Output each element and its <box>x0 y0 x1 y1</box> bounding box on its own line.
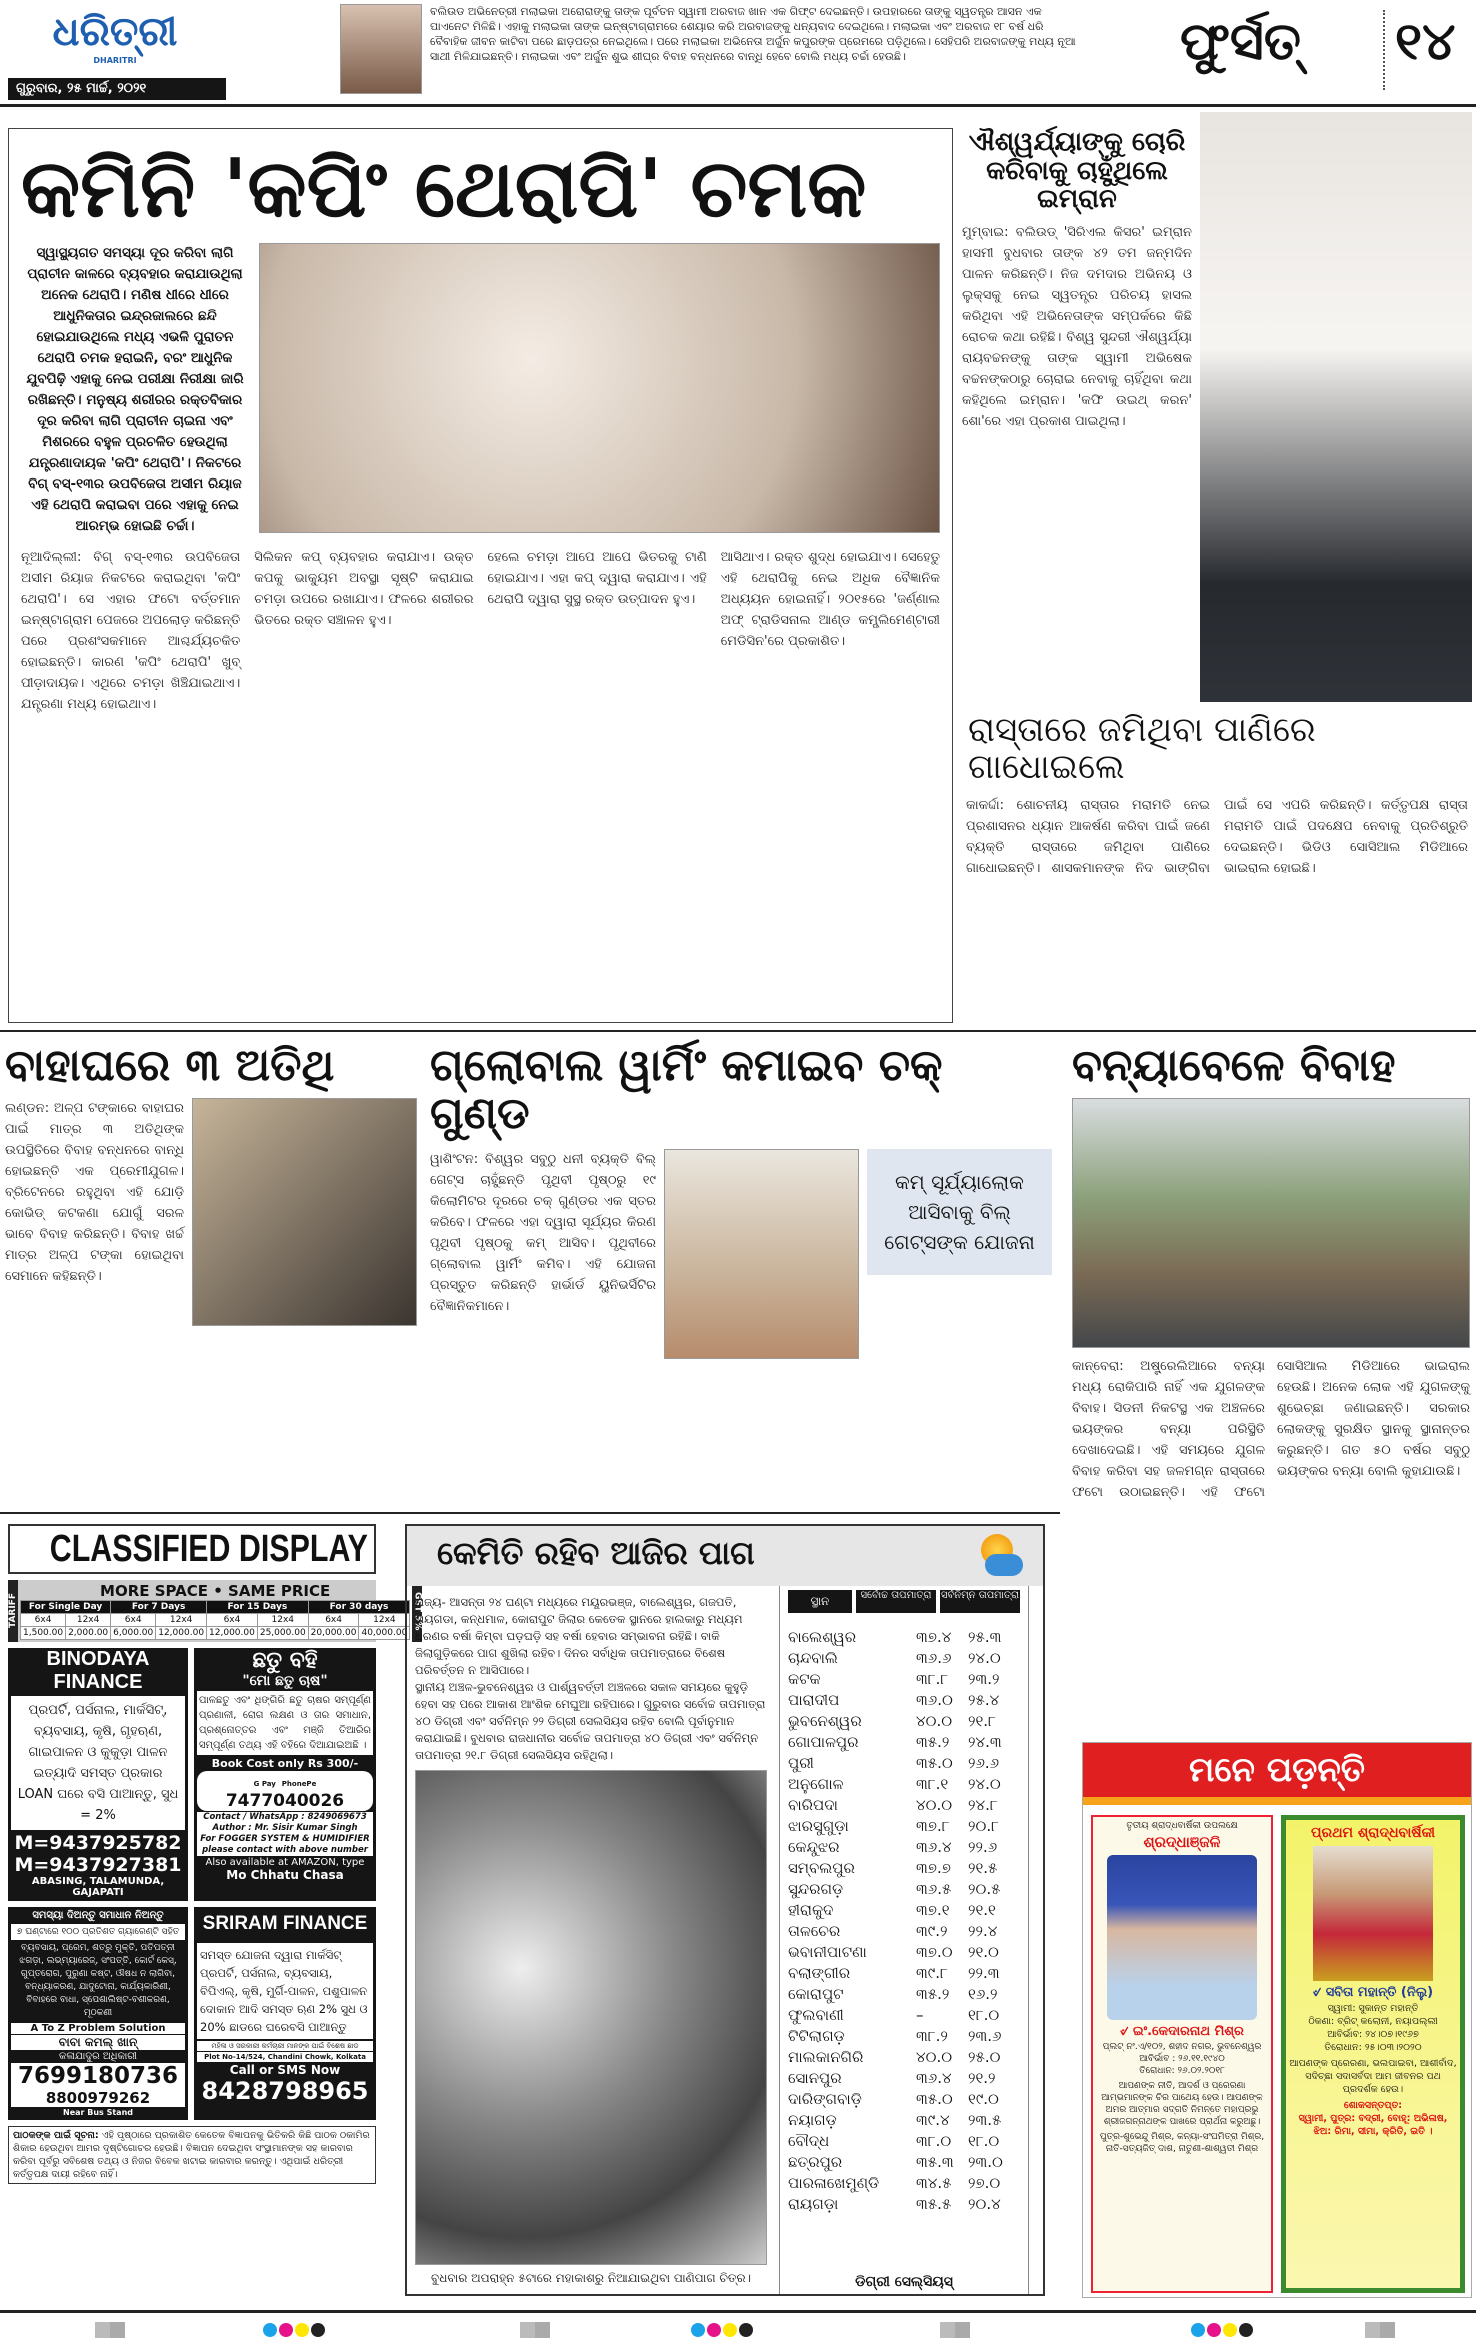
temp-max: ୩୫.୦ <box>916 2090 953 2108</box>
temp-min: ୧୬.୨ <box>968 1985 998 2003</box>
weather-title-text: କେମିତି ରହିବ ଆଜିର ପାଗ <box>437 1534 755 1572</box>
temp-max: ୩୮.୦ <box>916 2132 952 2150</box>
ad-amazon-name: Mo Chhatu Chasa <box>226 1868 344 1882</box>
obit-mourn-label: ଶୋକସନ୍ତପ୍ତ: <box>1343 2100 1403 2111</box>
page-number: ୧୪ <box>1395 12 1456 72</box>
ads-grid <box>8 1648 376 2120</box>
temp-place: ଛତ୍ରପୁର <box>788 2153 843 2171</box>
temp-max: ୩୬.୫ <box>916 1880 952 1898</box>
temp-place: ଚାନ୍ଦବାଲି <box>788 1649 838 1667</box>
period: For 15 Days <box>207 1601 309 1614</box>
temp-max: – <box>916 2006 924 2024</box>
temp-max: ୩୭.୮ <box>916 1817 950 1835</box>
temp-min: ୨୧.୫ <box>968 1859 998 1877</box>
weather-box <box>405 1524 1045 2296</box>
lead-col: ନୂଆଦିଲ୍ଲୀ: ବିଗ୍ ବସ୍-୧୩ର ଉପବିଜେତା ଅସୀମ ରିୟାଜ ନିକଟରେ କରାଇଥିବା 'କପିଂ ଥେରାପି'। ସେ ଏହାର ଫଟୋ ବର୍ତ୍ତମାନ ଇନ୍‌ଷ୍ଟାଗ୍ରାମ ପେଜରେ ଅପଲୋଡ଼ କରିଛନ୍ତି ପରେ ପ୍ରଶଂସକମାନେ ଆଶ୍ଚର୍ଯ୍ୟଚକିତ ହୋଇଛନ୍ତି। କାରଣ 'କପିଂ ଥେରାପି' ଖୁବ୍ ପୀଡ଼ାଦାୟକ। ଏଥିରେ ଚମଡ଼ା ଖିଞ୍ଚିଯାଇଥାଏ। ଯନ୍ତ୍ରଣା ମଧ୍ୟ ହୋଇଥାଏ। <box>21 550 241 712</box>
tariff-table <box>20 1600 410 1640</box>
ad-price: 20,000.00 <box>308 1627 359 1640</box>
ad-price: 6,000.00 <box>111 1627 156 1640</box>
temperature-row <box>788 2110 1020 2131</box>
temperature-row <box>788 1963 1020 1984</box>
imran-photo <box>1200 112 1472 702</box>
lead-body <box>21 547 940 715</box>
period: For 30 days <box>308 1601 410 1614</box>
temp-place: ଦାରିଙ୍ଗବାଡ଼ି <box>788 2090 862 2108</box>
notice-label: ପାଠକଙ୍କ ପାଇଁ ସୂଚନା: <box>13 2130 99 2141</box>
temperature-row <box>788 2089 1020 2110</box>
col-max: ସର୍ବୋଚ୍ଚ ତାପମାତ୍ରା <box>856 1590 936 1613</box>
period: For Single Day <box>21 1601 111 1614</box>
bill-gates-photo <box>664 1149 859 1359</box>
temperature-row <box>788 1648 1020 1669</box>
ad-subtitle: କଳାଯାଦୁର ଅଧିକାରୀ <box>59 2051 137 2062</box>
gates-body: ୱାଶିଂଟନ: ବିଶ୍ୱର ସବୁଠୁ ଧନୀ ବ୍ୟକ୍ତି ବିଲ୍ ଗେଟ୍ସ ଚାହୁଁଛନ୍ତି ପୃଥିବୀ ପୃଷ୍ଠରୁ ୧୯ କିଲୋମିଟର ଦୂରରେ ଚକ୍ ଗୁଣ୍ଡର ଏକ ସ୍ତର କରିବେ। ଫଳରେ ଏହା ଦ୍ୱାରା ସୂର୍ଯ୍ୟର କିରଣ ପୃଥିବୀ ପୃଷ୍ଠକୁ କମ୍ ଆସିବ। ପୃଥିବୀରେ ଗ୍ଲୋବାଲ ୱାର୍ମିଂ କମିବ। ଏହି ଯୋଜନା ପ୍ରସ୍ତୁତ କରିଛନ୍ତି ହାର୍ଭାର୍ଡ ୟୁନିଭର୍ସିଟିର ବୈଜ୍ଞାନିକମାନେ। <box>430 1151 656 1314</box>
tariff-label: TARIFF <box>8 1580 18 1642</box>
temp-max: ୩୫.୫ <box>916 2195 952 2213</box>
temp-place: ଫୁଲବାଣୀ <box>788 2006 844 2024</box>
temp-place: ଭବାନୀପାଟଣା <box>788 1943 867 1961</box>
temp-max: ୩୫.୦ <box>916 1754 953 1772</box>
flood-body: କାନ୍‌ବେରା: ଅଷ୍ଟ୍ରେଲିଆରେ ବନ୍ୟା ମଧ୍ୟ ରୋକିପାରି ନାହିଁ ଏକ ଯୁଗଳଙ୍କ ବିବାହ। ସିଡନୀ ନିକଟସ୍ଥ ଏକ ଅଞ୍ଚଳରେ ଭୟଙ୍କର ବନ୍ୟା ପରିସ୍ଥିତି ଦେଖାଦେଇଛି। ଏହି ସମୟରେ ଯୁଗଳ ବିବାହ କରିବା ସହ ଜଳମଗ୍ନ ରାସ୍ତାରେ ଫଟୋ ଉଠାଇଛନ୍ତି। ଏହି ଫଟୋ ସୋସିଆଲ ମିଡିଆରେ ଭାଇରାଲ ହେଉଛି। ଅନେକ ଲୋକ ଏହି ଯୁଗଳଙ୍କୁ ଶୁଭେଚ୍ଛା ଜଣାଇଛନ୍ତି। ସରକାର ଲୋକଙ୍କୁ ସୁରକ୍ଷିତ ସ୍ଥାନକୁ ସ୍ଥାନାନ୍ତର କରୁଛନ୍ତି। ଗତ ୫୦ ବର୍ଷର ସବୁଠୁ ଭୟଙ୍କର ବନ୍ୟା ବୋଲି କୁହାଯାଉଛି। <box>1072 1359 1470 1501</box>
temp-max: ୩୬.୬ <box>916 1649 952 1667</box>
temp-place: ଟିଟିଲାଗଡ଼ <box>788 2027 845 2045</box>
col-min: ସର୍ବନିମ୍ନ ତାପମାତ୍ରା <box>940 1590 1020 1613</box>
ad-size: 12x4 <box>359 1614 410 1627</box>
color-registration-dots <box>690 2322 754 2341</box>
temp-place: ପାରାଦୀପ <box>788 1691 840 1709</box>
temp-place: ବୌଦ୍ଧ <box>788 2132 830 2150</box>
temp-min: ୧୮.୦ <box>968 2132 1000 2150</box>
ad-phone: 7477040026 <box>225 1791 345 1811</box>
sriram-ad <box>194 1907 376 2120</box>
lead-col: ହେଲେ ଚମଡ଼ା ଆପେ ଆପେ ଭିତରକୁ ଟାଣି ହୋଇଯାଏ। ଏହା କପ୍ ଦ୍ୱାରା କରାଯାଏ। ଏହି ଥେରାପି ଦ୍ୱାରା ସୁସ୍ଥ ରକ୍ତ ଉତ୍ପାଦନ ହୁଏ। <box>487 550 707 607</box>
table-body <box>788 1627 1020 2215</box>
obit-husband: ସ୍ୱାମୀ: ସୁକାନ୍ତ ମହାନ୍ତି <box>1327 2003 1419 2014</box>
ad-subtitle: "ମୋ ଛତୁ ଚାଷ" <box>242 1673 328 1689</box>
ad-price: 12,000.00 <box>156 1627 207 1640</box>
ad-phone-row <box>197 1771 373 1811</box>
temp-place: ରାୟଗଡ଼ା <box>788 2195 839 2213</box>
gates-headline: ଗ୍ଲୋବାଲ ୱାର୍ମିଂ କମାଇବ ଚକ୍ ଗୁଣ୍ଡ <box>430 1040 943 1140</box>
ad-title: SRIRAM FINANCE <box>202 1913 368 1934</box>
temp-max: ୩୯.୨ <box>916 1922 948 1940</box>
temperature-row <box>788 1795 1020 1816</box>
temp-max: ୩୭.୧ <box>916 1901 950 1919</box>
temp-min: ୧୮.୦ <box>968 2006 1000 2024</box>
reader-notice <box>8 2126 376 2184</box>
ad-phone: 7699180736 <box>17 2063 179 2089</box>
temp-place: ନୟାଗଡ଼ <box>788 2111 837 2129</box>
unit-label: ଡିଗ୍ରୀ ସେଲ୍‌ସିୟସ୍ <box>855 2274 953 2290</box>
temperature-row <box>788 1921 1020 1942</box>
obit-address: ପ୍ଲଟ୍ ନଂ.ଏ/୧୦୨, ଶହୀଦ ନଗର, ଭୁବନେଶ୍ୱର <box>1102 2042 1262 2052</box>
tariff-box <box>8 1580 423 1642</box>
temp-max: ୪୦.୦ <box>916 2048 953 2066</box>
registration-mark <box>520 2322 550 2338</box>
sun-cloud-icon <box>977 1534 1023 1580</box>
temp-min: ୨୧.୮ <box>968 1712 996 1730</box>
tariff-banner: MORE SPACE • SAME PRICE <box>100 1582 331 1600</box>
flood-story <box>1072 1042 1470 1503</box>
temp-place: ପୁରୀ <box>788 1754 814 1772</box>
ad-body: ବ୍ୟବସାୟ, ପ୍ରେମ, ଶତ୍ରୁ ମୁକ୍ତି, ପତିପତ୍ନୀ ଝଗଡ଼ା, ଲଭ୍‌ମ୍ୟାରେଜ୍, ସଂପତ୍ତି, କୋର୍ଟ କେସ୍, ଗୁପ୍ତରୋଗ, ପୁରୁଣା କଷ୍ଟ, ଔଷଧ ନ ଲାଗିବା, ବନ୍ଧ୍ୟାକରଣ, ଯାଦୁଟୋନା, କାର୍ଯ୍ୟକାରିଣୀ, ବିବାହରେ ବାଧା, ସ୍ପେଶାଲିଷ୍ଟ-ବଶୀକରଣ, ମୂଠକଣୀ <box>19 1943 177 2018</box>
temperature-row <box>788 1942 1020 1963</box>
registration-mark <box>1365 2322 1395 2338</box>
ad-body: ପାଳଛତୁ ଏବଂ ଧିଙ୍ଗିରି ଛତୁ ଚାଷର ସମ୍ପୂର୍ଣ୍ଣ ପ୍ରଣାଳୀ, ରୋଗ ଲକ୍ଷଣ ଓ ତାର ସମାଧାନ, ପ୍ରଶ୍ନୋତ୍ତର ଏବଂ ମଞ୍ଜି ତିଆରିର ସମ୍ପୂର୍ଣ୍ଣ ତଥ୍ୟ ଏହି ବହିରେ ଦିଆଯାଇଅଛି । <box>197 1691 373 1755</box>
temp-min: ୧୯.୦ <box>968 2090 999 2108</box>
bath-body: କାକର୍ଦ୍ଦା: ଶୋଚନୀୟ ରାସ୍ତାର ମରାମତି ନେଇ ପ୍ରଶାସନର ଧ୍ୟାନ ଆକର୍ଷଣ କରିବା ପାଇଁ ଜଣେ ବ୍ୟକ୍ତି ରାସ୍ତାରେ ଜମିଥିବା ପାଣିରେ ଗାଧୋଇଛନ୍ତି। ଶାସକମାନଙ୍କ ନିଦ ଭାଙ୍ଗିବା ପାଇଁ ସେ ଏପରି କରିଛନ୍ତି। କର୍ତ୍ତୃପକ୍ଷ ରାସ୍ତା ମରାମତି ପାଇଁ ପଦକ୍ଷେପ ନେବାକୁ ପ୍ରତିଶ୍ରୁତି ଦେଇଛନ୍ତି। ଭିଡିଓ ସୋସିଆଲ ମିଡିଆରେ ଭାଇରାଲ ହୋଇଛି। <box>966 797 1468 876</box>
notice-text: ଏହି ପୃଷ୍ଠାରେ ପ୍ରକାଶିତ କେତେକ ବିଜ୍ଞାପନକୁ ଭିତିକରି କିଛି ପାଠକ ଠକାମିର ଶିକାର ହେଉଥିବା ଆମର ଦୃଷ୍ଟିଗୋଚର ହେଉଛି। ବିଜ୍ଞାପନ ଦେଇଥିବା ସଂସ୍ଥାମାନଙ୍କ ସହ କାରବାର କରିବା ପୂର୍ବରୁ ସବିଶେଷ ତଥ୍ୟ ଓ ନିଜର ବିବେକ ଖଟାଇ କାରବାର କରନ୍ତୁ। ଏଥିପାଇଁ ଧରିତ୍ରୀ କର୍ତ୍ତୃପକ୍ଷ ଦାୟୀ ରହିବେ ନାହିଁ। <box>13 2130 370 2180</box>
obituary-left <box>1091 1815 1273 2293</box>
section-rule <box>0 1030 1476 1032</box>
temperature-row <box>788 1732 1020 1753</box>
lead-headline: କମିନି 'କପିଂ ଥେରାପି' ଚମକ <box>21 142 867 235</box>
temperature-row <box>788 1858 1020 1879</box>
temperature-row <box>788 2173 1020 2194</box>
binodaya-ad <box>8 1648 188 1901</box>
obituary-banner: ମନେ ପଡ଼ନ୍ତି <box>1083 1743 1471 1805</box>
lead-intro: ସ୍ୱାସ୍ଥ୍ୟଗତ ସମସ୍ୟା ଦୂର କରିବା ଲାଗି ପ୍ରାଚୀନ କାଳରେ ବ୍ୟବହାର କରାଯାଉଥିଲା ଅନେକ ଥେରାପି। ମଣିଷ ଧୀରେ ଧୀରେ ଆଧୁନିକତାର ଇନ୍ଦ୍ରଜାଲରେ ଛନ୍ଦି ହୋଇଯାଉଥିଲେ ମଧ୍ୟ ଏଭଳି ପୁରାତନ ଥେରାପି ଚମକ ହରାଇନି, ବରଂ ଆଧୁନିକ ଯୁବପିଢ଼ି ଏହାକୁ ନେଇ ପରୀକ୍ଷା ନିରୀକ୍ଷା ଜାରି ରଖିଛନ୍ତି। ମନୁଷ୍ୟ ଶରୀରର ରକ୍ତବିକାର ଦୂର କରିବା ଲାଗି ପ୍ରାଚୀନ ଚାଇନା ଏବଂ ମିଶରରେ ବହୁଳ ପ୍ରଚଳିତ ହେଉଥିଲା ଯନ୍ତ୍ରଣାଦାୟକ 'କପିଂ ଥେରାପି'। ନିକଟରେ ବିଗ୍ ବସ୍-୧୩ର ଉପବିଜେତା ଅସୀମ ରିୟାଜ ଏହି ଥେରାପି କରାଇବା ପରେ ଏହାକୁ ନେଇ ଆରମ୍ଭ ହୋଇଛି ଚର୍ଚ୍ଚା। <box>26 245 244 534</box>
temperature-row <box>788 2047 1020 2068</box>
temp-max: ୪୦.୦ <box>916 1796 953 1814</box>
divider <box>1383 10 1385 90</box>
obituary-right <box>1281 1815 1465 2293</box>
ad-price: 2,000.00 <box>66 1627 111 1640</box>
temp-place: କଟକ <box>788 1670 821 1688</box>
ad-cta: Call or SMS Now <box>229 2063 341 2077</box>
ad-tagline: A To Z Problem Solution <box>11 2023 185 2034</box>
satellite-image <box>415 1770 767 2265</box>
ad-title: BINODAYA FINANCE <box>46 1648 150 1693</box>
temperature-row <box>788 1753 1020 1774</box>
masthead-rule <box>0 104 1476 107</box>
ad-title: ସମସ୍ୟା ଦିଅନ୍ତୁ ସମାଧାନ ନିଅନ୍ତୁ <box>32 1910 164 1921</box>
classified-title-box <box>8 1524 376 1574</box>
lead-col: ସିଲିକନ କପ୍ ବ୍ୟବହାର କରାଯାଏ। ଉକ୍ତ କପକୁ ଭାକ୍ୟୁମ ଅବସ୍ଥା ସୃଷ୍ଟି କରାଯାଇ ଚମଡ଼ା ଉପରେ ରଖାଯାଏ। ଫଳରେ ଶରୀରର ଭିତରେ ରକ୍ତ ସଞ୍ଚାଳନ ହୁଏ। <box>254 550 474 628</box>
temp-min: ୨୧.୦ <box>968 1943 999 1961</box>
registration-mark <box>940 2322 970 2338</box>
temp-place: ସୋନପୁର <box>788 2069 842 2087</box>
classified-title: CLASSIFIED DISPLAY <box>49 1528 368 1570</box>
temp-min: ୨୩.୫ <box>968 2111 1002 2129</box>
wedding-headline: ବାହାଘରେ ୩ ଅତିଥି <box>5 1040 335 1091</box>
temperature-row <box>788 2131 1020 2152</box>
ad-price: 12,000.00 <box>207 1627 258 1640</box>
temp-max: ୩୭.୪ <box>916 1628 952 1646</box>
local-forecast: ସ୍ଥାନୀୟ ଅଞ୍ଚଳ-ଭୁବନେଶ୍ୱର ଓ ପାର୍ଶ୍ୱବର୍ତ୍ତୀ ଅଞ୍ଚଳରେ ସକାଳ ସମୟରେ କୁହୁଡ଼ି ହେବା ସହ ପରେ ଆକାଶ ଆଂଶିକ ମେଘୁଆ ରହିପାରେ। ଗୁରୁବାର ସର୍ବୋଚ୍ଚ ତାପମାତ୍ରା ୪୦ ଡିଗ୍ରୀ ଏବଂ ସର୍ବନିମ୍ନ ୨୨ ଡିଗ୍ରୀ ସେଲସିୟସ ରହିବ ବୋଲି ପୂର୍ବାନୁମାନ କରାଯାଇଛି। ବୁଧବାର ରାଜଧାନୀର ସର୍ବୋଚ୍ଚ ତାପମାତ୍ରା ୪୦ ଡିଗ୍ରୀ ଏବଂ ସର୍ବନିମ୍ନ ତାପମାତ୍ରା ୨୧.୮ ଡିଗ୍ରୀ ସେଲସିୟସ ରହିଥିଲା। <box>415 1680 766 1762</box>
temperature-row <box>788 1627 1020 1648</box>
period: For 7 Days <box>111 1601 207 1614</box>
obit-born: ଆବିର୍ଭାବ: ୨୪।୦୭।୧୯୬୭ <box>1327 2029 1419 2040</box>
temp-place: ଅନୁଗୋଳ <box>788 1775 844 1793</box>
bath-headline: ରାସ୍ତାରେ ଜମିଥିବା ପାଣିରେ ଗାଧୋଇଲେ <box>968 710 1316 788</box>
obit-title: ପ୍ରଥମ ଶ୍ରାଦ୍ଧବାର୍ଷିକୀ <box>1310 1825 1436 1841</box>
temp-max: ୩୮.୧ <box>916 1775 949 1793</box>
obit-died: ତିରୋଧାନ: ୨୬.୦୨.୨୦୧୮ <box>1139 2066 1225 2076</box>
weather-title <box>407 1526 1043 1586</box>
temperature-row <box>788 2194 1020 2215</box>
temp-min: ୨୫.୩ <box>968 1628 1002 1646</box>
temp-min: ୨୫.୦ <box>968 2048 1001 2066</box>
temperature-row <box>788 1837 1020 1858</box>
footer-rule <box>0 2310 1476 2313</box>
malaika-photo <box>340 4 422 94</box>
ad-name: ବାବା କମଲ୍ ଖାନ୍ <box>11 2035 185 2050</box>
obit-name: ୰ ଇଂ.କେଦାରନାଥ ମିଶ୍ର <box>1120 2024 1244 2039</box>
ad-body: ସମସ୍ତ ଯୋଜନା ଦ୍ୱାରା ମାର୍କସିଟ୍ ପ୍ରପର୍ଟି, ପର୍ସନାଲ, ବ୍ୟବସାୟ, ବିପିଏଲ୍, କୃଷି, ମୁର୍ଗି-ପାଳନ, ପଶୁପାଳନ ଦୋକାନ ଆଦି ସମସ୍ତ ଋଣ 2% ସୁଧ ଓ 20% ଛାଡରେ ଘରେବସି ପାଆନ୍ତୁ <box>197 1943 373 2039</box>
gpay-icon: G Pay <box>253 1780 276 1788</box>
temp-min: ୨୬.୬ <box>968 1754 1000 1772</box>
temp-min: ୨୧.୧ <box>968 1901 996 1919</box>
temperature-row <box>788 1879 1020 1900</box>
temp-min: ୨୩.୦ <box>968 2153 1003 2171</box>
temperature-row <box>788 1900 1020 1921</box>
temp-max: ୩୬.୦ <box>916 1691 953 1709</box>
flood-wedding-photo <box>1072 1098 1470 1348</box>
teaser-text: ବଲିଉଡ ଅଭିନେତ୍ରୀ ମଲାଇକା ଅରୋରାଙ୍କୁ ତାଙ୍କ ପୂର୍ବତନ ସ୍ୱାମୀ ଅରବାଜ ଖାନ ଏକ ଗିଫ୍ଟ ଦେଇଛନ୍ତି। ଉପହାରରେ ତାଙ୍କୁ ସ୍ୱତନ୍ତ୍ର ଆସନ ଏକ ପାଏନେଟ ମିଳିଛି। ଏହାକୁ ମଲାଇକା ତାଙ୍କ ଇନ୍‌ଷ୍ଟାଗ୍ରାମରେ ଶେୟାର କରି ଅରବାଜଙ୍କୁ ଧନ୍ୟବାଦ ଦେଇଥିଲେ। ମଲାଇକା ଏବଂ ଅରବାଜ ୧୮ ବର୍ଷ ଧରି ବୈବାହିକ ଜୀବନ କାଟିବା ପରେ ଛାଡ଼ପତ୍ର ନେଇଥିଲେ। ପରେ ମଲାଇକା ଅଭିନେତା ଅର୍ଜୁନ କପୁରଙ୍କ ପ୍ରେମରେ ପଡ଼ିଥିଲେ। ସେହିପରି ଅରବାଜଙ୍କୁ ମଧ୍ୟ ନୂଆ ସାଥୀ ମିଳିଯାଇଛନ୍ତି। ମଲାଇକା ଏବଂ ଅର୍ଜୁନ ଶୁଭ ଶୀଘ୍ର ବିବାହ ବନ୍ଧନରେ ବାନ୍ଧି ହେବେ ବୋଲି ମଧ୍ୟ ଚର୍ଚ୍ଚା ହେଉଛି। <box>430 5 1076 63</box>
temp-min: ୨୩.୬ <box>968 2027 1002 2045</box>
ad-phone: 8800979262 <box>45 2089 151 2107</box>
temp-min: ୨୫.୪ <box>968 1691 1000 1709</box>
flood-headline: ବନ୍ୟାବେଳେ ବିବାହ <box>1072 1040 1396 1091</box>
ad-price: 1,500.00 <box>21 1627 66 1640</box>
temp-max: ୩୯.୪ <box>916 2111 950 2129</box>
logo-text: ଧରିତ୍ରୀ <box>52 9 178 55</box>
temperature-row <box>788 1984 1020 2005</box>
ad-address: Plot No-14/524, Chandini Chowk, Kolkata <box>197 2052 373 2062</box>
temperature-row <box>788 1690 1020 1711</box>
temp-place: କେନ୍ଦୁଝର <box>788 1838 840 1856</box>
obit-occasion: ତୃତୀୟ ଶ୍ରାଦ୍ଧବାର୍ଷିକୀ ଉପଲକ୍ଷେ <box>1126 1821 1238 1831</box>
temp-max: ୩୭.୦ <box>916 1943 953 1961</box>
temperature-row <box>788 2005 1020 2026</box>
phonepe-icon: PhonePe <box>281 1780 317 1788</box>
section-rule <box>0 1512 1060 1514</box>
date-bar: ଗୁରୁବାର, ୨୫ ମାର୍ଚ୍ଚ, ୨୦୨୧ <box>8 78 226 100</box>
ad-author: Author : Mr. Sisir Kumar Singh <box>212 1823 358 1833</box>
col-place: ସ୍ଥାନ <box>788 1590 852 1613</box>
temp-max: ୩୮.୮ <box>916 1670 949 1688</box>
ad-size: 12x4 <box>66 1614 111 1627</box>
cupping-photo <box>259 243 940 533</box>
lead-story <box>8 128 953 1023</box>
ad-size: 12x4 <box>156 1614 207 1627</box>
temp-min: ୨୭.୦ <box>968 2174 1001 2192</box>
temp-place: ହୀରାକୁଦ <box>788 1901 834 1919</box>
ad-price: 40,000.00 <box>359 1627 410 1640</box>
classified-column <box>8 1524 423 2184</box>
temp-place: ସମ୍ବଲପୁର <box>788 1859 855 1877</box>
temperature-row <box>788 1669 1020 1690</box>
temp-min: ୨୪.୩ <box>968 1733 1002 1751</box>
temp-place: ଝାରସୁଗୁଡ଼ା <box>788 1817 849 1835</box>
ad-note: Near Bus Stand <box>63 2108 133 2117</box>
temp-max: ୪୦.୦ <box>916 1712 953 1730</box>
state-forecast: ରାଜ୍ୟ- ଆସନ୍ତା ୨୪ ଘଣ୍ଟା ମଧ୍ୟରେ ମୟୂରଭଞ୍ଜ, ବାଲେଶ୍ୱର, ଗଜପତି, ରାୟଗଡା, କନ୍ଧମାଳ, କୋରାପୁଟ ଜିଲାର କେତେକ ସ୍ଥାନରେ ହାଲକାରୁ ମଧ୍ୟମ ଧରଣର ବର୍ଷା କିମ୍ବା ଘଡ଼ଘଡ଼ି ସହ ବର୍ଷା ହେବାର ସମ୍ଭାବନା ରହିଛି। ବାକି ଜିଲାଗୁଡ଼ିକରେ ପାଗ ଶୁଖିଲା ରହିବ। ଦିନର ସର୍ବାଧିକ ତାପମାତ୍ରାରେ ବିଶେଷ ପରିବର୍ତ୍ତନ ନ ଆସିପାରେ। <box>415 1595 743 1677</box>
ad-phone: M=9437927381 <box>14 1854 182 1876</box>
ad-phone: 8428798965 <box>201 2077 369 2105</box>
temp-max: ୩୬.୪ <box>916 2069 952 2087</box>
ad-size: 6x4 <box>21 1614 66 1627</box>
ad-price: 25,000.00 <box>257 1627 308 1640</box>
obituary-section <box>1082 1742 1472 2298</box>
temp-min: ୨୦.୫ <box>968 1880 1001 1898</box>
obit-name: ୰ ସବିତା ମହାନ୍ତି (ନିଲୁ) <box>1312 1985 1434 2000</box>
temp-max: ୩୭.୭ <box>916 1859 951 1877</box>
temp-min: ୨୪.୮ <box>968 1796 998 1814</box>
temperature-row <box>788 2068 1020 2089</box>
wedding-body: ଲଣ୍ଡନ: ଅଳ୍ପ ଟଙ୍କାରେ ବାହାଘର ପାଇଁ ମାତ୍ର ୩ ଅତିଥିଙ୍କ ଉପସ୍ଥିତିରେ ବିବାହ ବନ୍ଧନରେ ବାନ୍ଧି ହୋଇଛନ୍ତି ଏକ ପ୍ରେମୀଯୁଗଳ। ବ୍ରିଟେନରେ ରହୁଥିବା ଏହି ଯୋଡ଼ି କୋଭିଡ୍ କଟକଣା ଯୋଗୁଁ ସରଳ ଭାବେ ବିବାହ କରିଛନ୍ତି। ବିବାହ ଖର୍ଚ୍ଚ ମାତ୍ର ଅଳ୍ପ ଟଙ୍କା ହୋଇଥିବା ସେମାନେ କହିଛନ୍ତି। <box>5 1101 184 1285</box>
temp-place: ମାଲକାନଗିରି <box>788 2048 864 2066</box>
temp-place: ଭୁବନେଶ୍ୱର <box>788 1712 862 1730</box>
obit-mourners: ସ୍ୱାମୀ, ପୁତ୍ର: ବଦ୍ରୀ, ବୋହୂ: ଅଭିଳାଷ, ଝିଅ: ରିମା, ସୀମା, କ୍ରିତି, ଇତି । <box>1298 2113 1448 2137</box>
ad-body: ପ୍ରପର୍ଟି, ପର୍ସନାଲ, ମାର୍କସିଟ୍, ବ୍ୟବସାୟ, କୃଷି, ଗୃହଋଣ, ଗାଇପାଳନ ଓ କୁକୁଡ଼ା ପାଳନ ଇତ୍ୟାଦି ସମସ୍ତ ପ୍ରକାର LOAN ଘରେ ବସି ପାଆନ୍ତୁ, ସୁଧ = 2% <box>11 1696 185 1830</box>
obit-address: ଠିକଣା: ବ୍ରିଟ୍ କଲୋନୀ, ନୟାପଲ୍ଲୀ <box>1308 2016 1438 2027</box>
gates-subhead: କମ୍ ସୂର୍ଯ୍ୟାଲୋକ ଆସିବାକୁ ବିଲ୍ ଗେଟ୍ସଙ୍କ ଯୋଜନା <box>867 1149 1052 1275</box>
obit-title: ଶ୍ରଦ୍ଧାଞ୍ଜଳି <box>1143 1833 1221 1851</box>
temp-max: ୩୮.୨ <box>916 2027 948 2045</box>
temperature-row <box>788 1711 1020 1732</box>
temp-max: ୩୫.୨ <box>916 1733 950 1751</box>
temp-min: ୨୨.୩ <box>968 1964 1000 1982</box>
temp-place: ବଲାଙ୍ଗୀର <box>788 1964 851 1982</box>
temp-max: ୩୫.୩ <box>916 2153 954 2171</box>
imran-headline: ଐଶ୍ୱର୍ଯ୍ୟାଙ୍କୁ ଚୋରି କରିବାକୁ ଚାହୁଁଥିଲେ ଇମ୍ରାନ <box>968 127 1186 215</box>
ad-size: 6x4 <box>308 1614 359 1627</box>
temp-min: ୨୦.୮ <box>968 1817 999 1835</box>
temp-max: ୩୫.୨ <box>916 1985 950 2003</box>
gates-story <box>430 1042 1052 1363</box>
temp-place: ବାଲେଶ୍ୱର <box>788 1628 857 1646</box>
temp-place: କୋରାପୁଟ <box>788 1985 844 2003</box>
obit-photo <box>1313 1846 1433 1981</box>
temp-place: ତାଳଚେର <box>788 1922 841 1940</box>
ad-size: 12x4 <box>257 1614 308 1627</box>
temp-place: ପାରଳାଖେମୁଣ୍ଡି <box>788 2174 880 2192</box>
temp-min: ୨୨.୬ <box>968 1838 998 1856</box>
section-title: ଫୁର୍ସତ୍ <box>1180 12 1301 72</box>
weather-left <box>407 1586 775 2294</box>
registration-mark <box>95 2322 125 2338</box>
temp-place: ବାରିପଦା <box>788 1796 838 1814</box>
satellite-caption: ବୁଧବାର ଅପରାହ୍ନ ୫ଟାରେ ମହାକାଶରୁ ନିଆଯାଇଥିବା ପାଣିପାଗ ଚିତ୍ର। <box>431 2271 751 2285</box>
logo-english: DHARITRI <box>93 56 137 65</box>
temp-min: ୨୪.୦ <box>968 1649 1001 1667</box>
obit-message: ଆପଣଙ୍କ ନୀତି, ଆଦର୍ଶ ଓ ପ୍ରେରଣା ଆମ୍ଭମାନଙ୍କ ଚିର ପାଥେୟ ହେଉ। ଆପଣଙ୍କ ଅମର ଆତ୍ମାର ସଦ୍‌ଗତି ନିମନ୍ତେ ମହାପ୍ରଭୁ ଶ୍ରୀଜଗନ୍ନାଥଙ୍କ ପାଖରେ ପ୍ରାର୍ଥନା କରୁଅଛୁ। <box>1101 2081 1263 2127</box>
obit-photo <box>1107 1855 1257 2020</box>
temp-min: ୨୧.୨ <box>968 2069 996 2087</box>
ad-price: Book Cost only Rs 300/- <box>211 1757 359 1770</box>
gst-label: GST 5% <box>412 1580 422 1642</box>
obit-born: ଆବିର୍ଭାବ : ୨୬.୧୧.୧୯୪୦ <box>1139 2054 1225 2064</box>
ad-fogger: For FOGGER SYSTEM & HUMIDIFIER <box>200 1834 370 1844</box>
ad-phone: M=9437925782 <box>14 1832 182 1854</box>
ad-amazon: Also available at AMAZON, type <box>205 1857 365 1868</box>
color-registration-dots <box>1190 2322 1254 2341</box>
temp-max: ୩୪.୫ <box>916 2174 952 2192</box>
wedding-story <box>5 1042 417 1330</box>
temperature-row <box>788 1774 1020 1795</box>
obit-message: ଆପଣଙ୍କ ପ୍ରେରଣା, ଭଲପାଇବା, ଆଶୀର୍ବାଦ, ସଦିଚ୍ଛା ସଦାସର୍ବଦା ଆମ ଜୀବନର ପଥ ପ୍ରଦର୍ଶକ ହେଉ। <box>1289 2058 1457 2095</box>
temperature-row <box>788 1816 1020 1837</box>
ad-title: ଛତୁ ବହି <box>252 1648 318 1673</box>
temperature-table <box>779 1586 1029 2294</box>
temperature-row <box>788 2152 1020 2173</box>
temp-min: ୨୦.୪ <box>968 2195 1001 2213</box>
temp-max: ୩୯.୮ <box>916 1964 948 1982</box>
ad-note: ମହିଳା ଓ ସରକାରୀ କର୍ମଚାରୀ ମାନଙ୍କ ପାଇଁ ବିଶେଷ ଛାଡ <box>197 2041 373 2051</box>
temp-min: ୨୪.୦ <box>968 1775 1001 1793</box>
couple-photo <box>192 1098 417 1326</box>
baba-ad <box>8 1907 188 2120</box>
color-registration-dots <box>262 2322 326 2341</box>
temp-min: ୨୩.୨ <box>968 1670 1000 1688</box>
obit-family: ପୁତ୍ର-ଶୁଭେନ୍ଦୁ ମିଶ୍ର, କନ୍ୟା-ସଂଘମିତ୍ରା ମିଶ୍ର, ନାତି-ସତ୍ୟଜିତ୍ ଦାଶ, ନାତୁଣୀ-ଶାଶ୍ୱତୀ ମିଶ୍ର <box>1099 2132 1265 2154</box>
temperature-row <box>788 2026 1020 2047</box>
ad-size: 6x4 <box>207 1614 258 1627</box>
ad-address: ABASING, TALAMUNDA, GAJAPATI <box>31 1876 165 1898</box>
ad-contact: Contact / WhatsApp : 8249069673 <box>203 1812 367 1822</box>
right-top-column <box>962 112 1472 879</box>
temp-max: ୩୬.୪ <box>916 1838 952 1856</box>
imran-body: ମୁମ୍ବାଇ: ବଲିଉଡ୍ 'ସିରିଏଲ କିସର' ଇମ୍ରାନ ହାସମୀ ବୁଧବାର ତାଙ୍କ ୪୨ ତମ ଜନ୍ମଦିନ ପାଳନ କରିଛନ୍ତି। ନିଜ ଦମଦାର ଅଭିନୟ ଓ ଲୁକ୍‌ସକୁ ନେଇ ସ୍ୱତନ୍ତ୍ର ପରିଚୟ ହାସଲ କରିଥିବା ଏହି ଅଭିନେତାଙ୍କ ସମ୍ପର୍କରେ କିଛି ରୋଚକ କଥା ରହିଛି। ବିଶ୍ୱ ସୁନ୍ଦରୀ ଐଶ୍ୱର୍ଯ୍ୟା ରାୟବଚ୍ଚନଙ୍କୁ ତାଙ୍କ ସ୍ୱାମୀ ଅଭିଷେକ ବଚ୍ଚନଙ୍କଠାରୁ ଚୋରାଇ ନେବାକୁ ଚାହିଁଥିବା କଥା କହିଥିଲେ ଇମ୍ରାନ। 'କଫି ଉଇଥ୍ କରନ' ଶୋ'ରେ ଏହା ପ୍ରକାଶ ପାଇଥିଲା। <box>962 224 1192 429</box>
ad-note: please contact with above number <box>202 1845 368 1855</box>
obit-died: ତିରୋଧାନ: ୨୫।୦୩।୨୦୨୦ <box>1324 2042 1422 2053</box>
table-header <box>788 1590 1020 1627</box>
temp-place: ସୁନ୍ଦରଗଡ଼ <box>788 1880 844 1898</box>
ad-size: 6x4 <box>111 1614 156 1627</box>
lead-col: ଆସିଥାଏ। ରକ୍ତ ଶୁଦ୍ଧ ହୋଇଯାଏ। ସେହେତୁ ଏହି ଥେରାପିକୁ ନେଇ ଅଧିକ ବୈଜ୍ଞାନିକ ଅଧ୍ୟୟନ ହୋଇନାହିଁ। ୨୦୧୫ରେ 'ଜର୍ଣ୍ଣାଲ ଅଫ୍ ଟ୍ରାଡିସନାଲ ଆଣ୍ଡ କମ୍ପ୍ଲିମେଣ୍ଟାରୀ ମେଡିସିନ'ରେ ପ୍ରକାଶିତ। <box>720 550 940 649</box>
weather-forecast <box>415 1594 767 1764</box>
temp-place: ଗୋପାଳପୁର <box>788 1733 859 1751</box>
chhatu-ad <box>194 1648 376 1901</box>
logo <box>30 8 200 65</box>
temp-min: ୨୨.୪ <box>968 1922 998 1940</box>
ad-guarantee: ୭ ଘଣ୍ଟାରେ ୧୦୦ ପ୍ରତିଶତ ଗ୍ୟାରେଣ୍ଟି ସହିତ <box>11 1924 185 1940</box>
